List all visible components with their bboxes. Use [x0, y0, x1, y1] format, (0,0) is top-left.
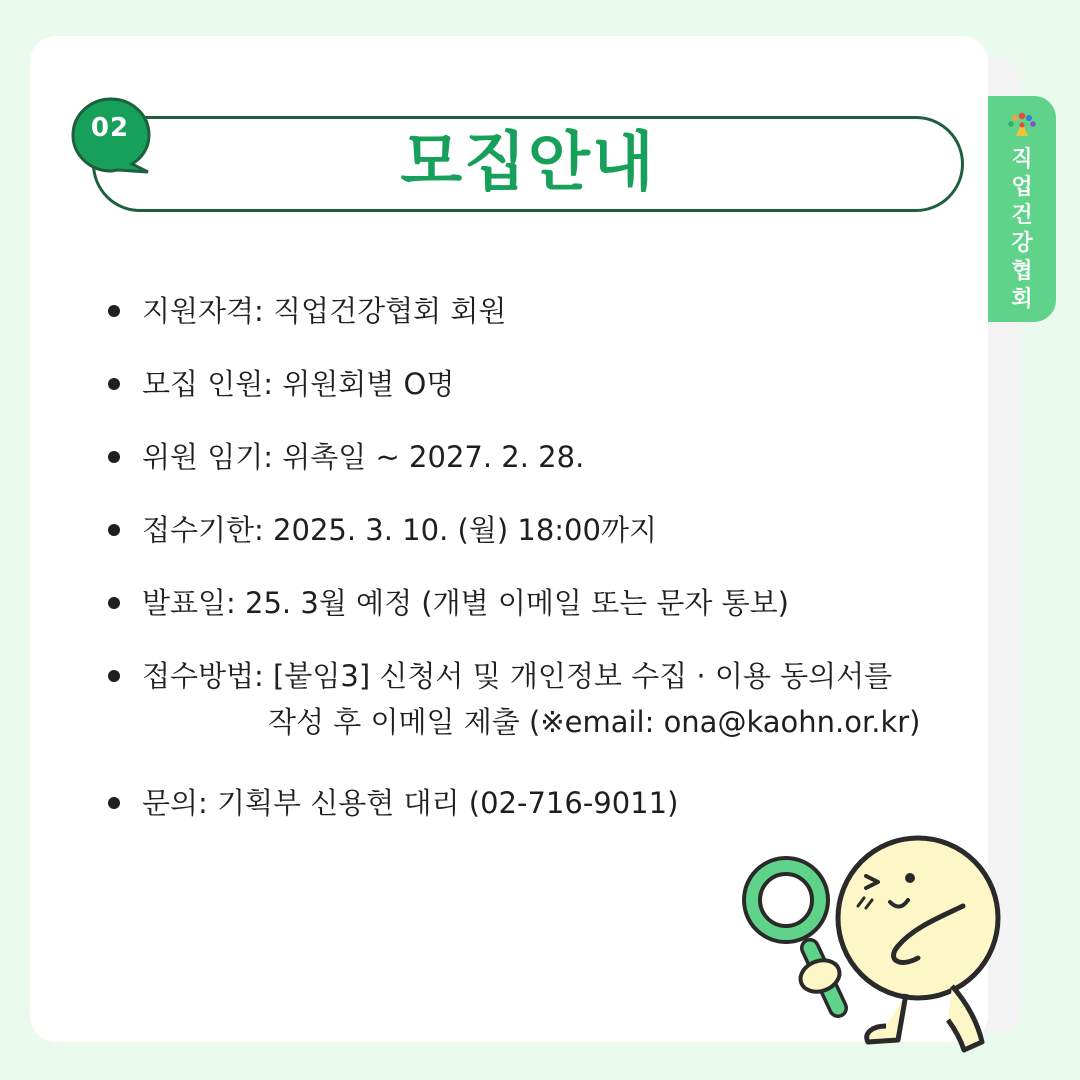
- list-item-text-continued: 작성 후 이메일 제출 (※email: ona@kaohn.or.kr): [268, 705, 921, 739]
- list-item-text: 지원자격: 직업건강협회 회원: [142, 294, 507, 328]
- bullet-icon: [108, 797, 120, 809]
- list-item: [108, 507, 948, 553]
- association-logo-icon: [1005, 110, 1039, 140]
- bullet-icon: [108, 597, 120, 609]
- page-title: 모집안내: [400, 126, 656, 200]
- list-item: [108, 580, 948, 626]
- bullet-icon: [108, 378, 120, 390]
- list-item-text: 문의: 기획부 신용현 대리 (02-716-9011): [142, 786, 679, 820]
- list-item: [108, 434, 948, 480]
- list-item-text: 접수기한: 2025. 3. 10. (월) 18:00까지: [142, 513, 657, 547]
- info-list: [108, 288, 948, 853]
- bullet-icon: [108, 451, 120, 463]
- list-item: [108, 288, 948, 334]
- bullet-icon: [108, 670, 120, 682]
- list-item-text: 위원 임기: 위촉일 ~ 2027. 2. 28.: [142, 440, 585, 474]
- list-item: [108, 361, 948, 407]
- list-item-text: 발표일: 25. 3월 예정 (개별 이메일 또는 문자 통보): [142, 586, 789, 620]
- bullet-icon: [108, 524, 120, 536]
- list-item-text: 모집 인원: 위원회별 O명: [142, 367, 455, 401]
- list-item-text: 접수방법: [붙임3] 신청서 및 개인정보 수집 · 이용 동의서를: [142, 659, 893, 693]
- magnifier-character-illustration: [738, 828, 1038, 1058]
- side-tab-label: 직업건강협회: [1011, 147, 1033, 312]
- list-item: [108, 653, 948, 745]
- bullet-icon: [108, 305, 120, 317]
- list-item: [108, 780, 948, 826]
- section-number: 02: [90, 113, 130, 143]
